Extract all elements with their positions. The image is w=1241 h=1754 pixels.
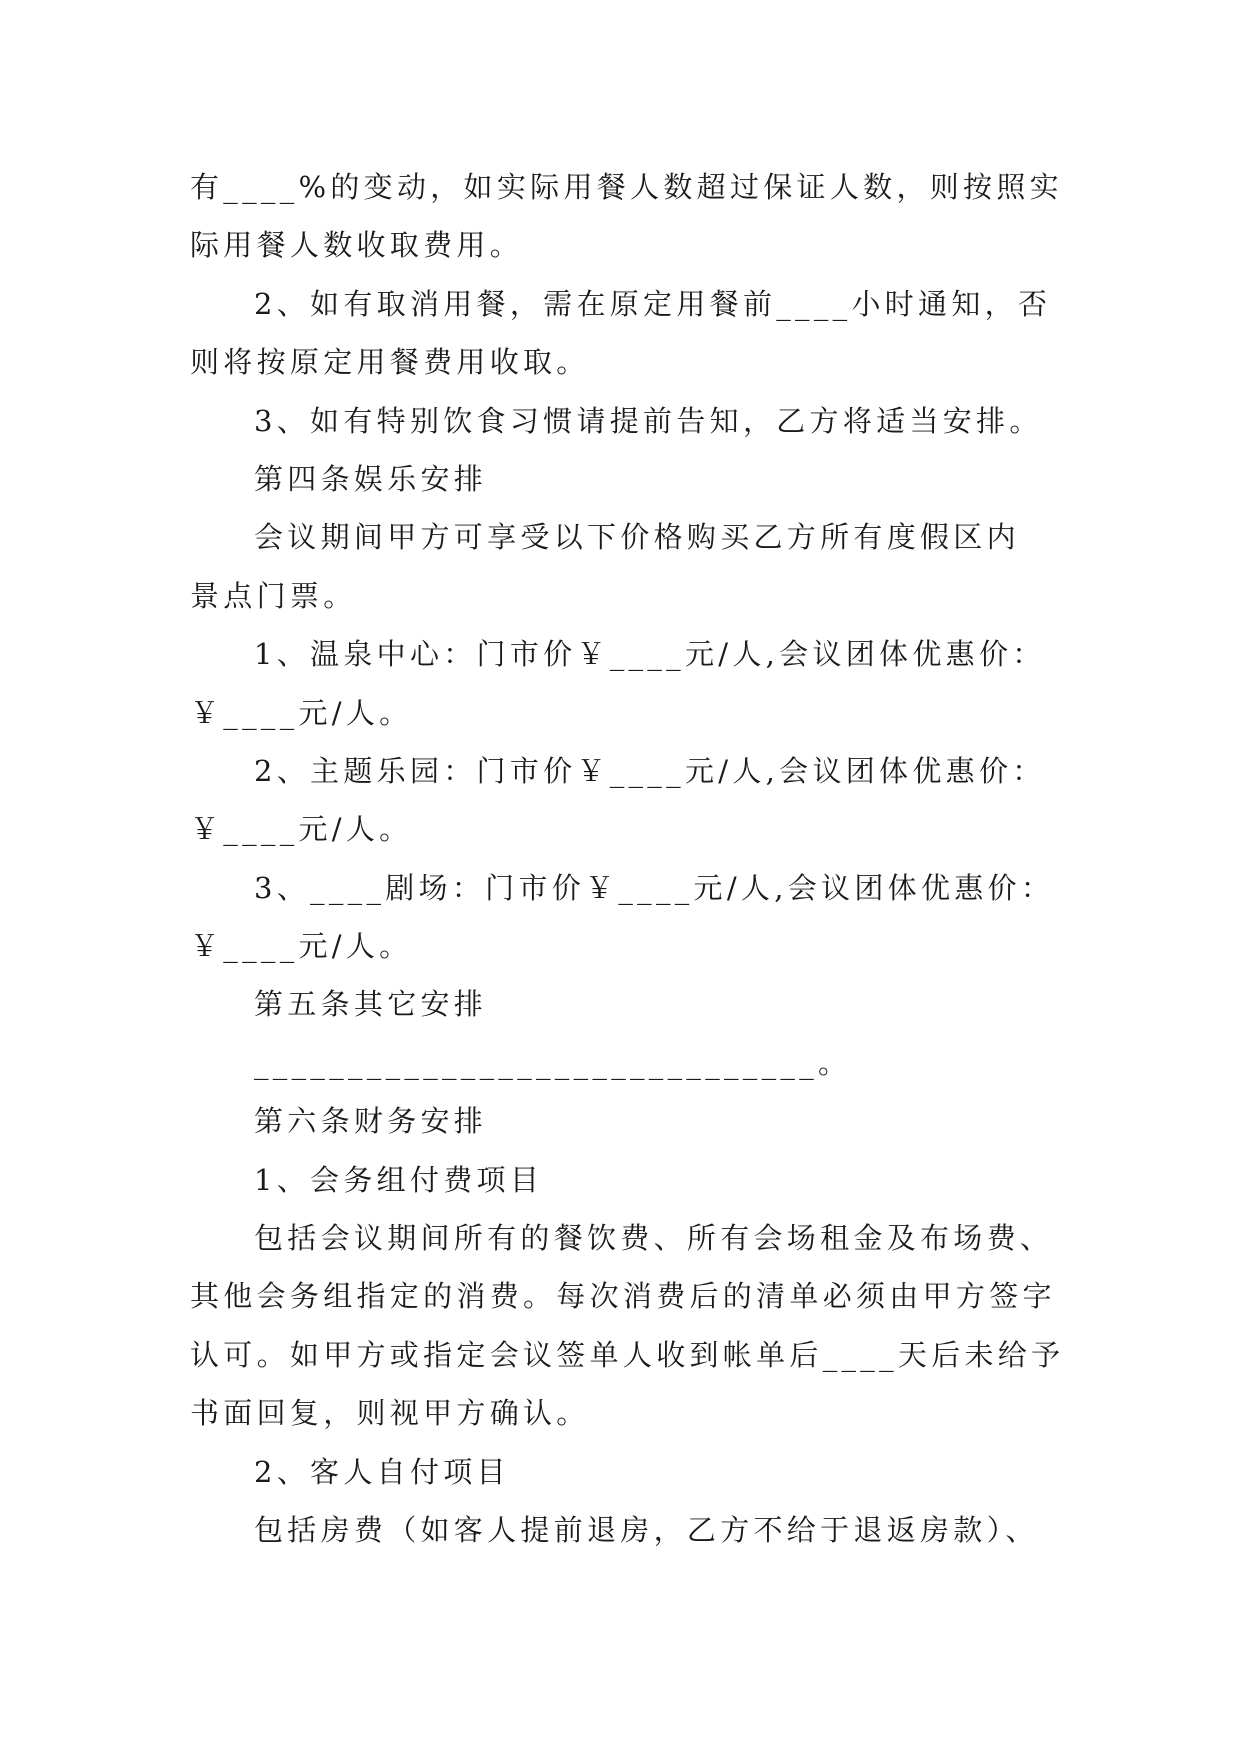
paragraph-line: 会议期间甲方可享受以下价格购买乙方所有度假区内 [254,520,1020,555]
paragraph-line: 包括房费（如客人提前退房，乙方不给于退返房款）、 [254,1512,1039,1547]
paragraph-line: 包括会议期间所有的餐饮费、所有会场租金及布场费、 [254,1221,1054,1256]
paragraph-line: ￥____元/人。 [190,695,413,730]
paragraph-line: ￥____元/人。 [190,929,413,964]
paragraph-line: 3、如有特别饮食习惯请提前告知，乙方将适当安排。 [254,403,1043,438]
section-heading: 第四条娱乐安排 [254,461,488,496]
paragraph-line: 1、会务组付费项目 [254,1162,544,1197]
paragraph-line: 有____%的变动，如实际用餐人数超过保证人数，则按照实 [190,170,1063,204]
section-heading: 第五条其它安排 [254,987,488,1022]
paragraph-line: 2、如有取消用餐，需在原定用餐前____小时通知，否 [254,286,1052,321]
section-heading: 第六条财务安排 [254,1104,488,1139]
paragraph-line: 际用餐人数收取费用。 [190,228,524,263]
paragraph-line: 景点门票。 [190,578,357,613]
paragraph-line: 认可。如甲方或指定会议签单人收到帐单后____天后未给予 [190,1337,1065,1372]
paragraph-line: 1、温泉中心：门市价￥____元/人,会议团体优惠价： [254,637,1046,672]
paragraph-line: 书面回复，则视甲方确认。 [190,1396,590,1431]
document-body [190,158,1065,1559]
paragraph-line: 其他会务组指定的消费。每次消费后的清单必须由甲方签字 [190,1279,1056,1314]
paragraph-line: 2、客人自付项目 [254,1454,510,1489]
paragraph-line: 3、____剧场：门市价￥____元/人,会议团体优惠价： [254,870,1055,905]
paragraph-line: ￥____元/人。 [190,812,413,847]
paragraph-line: 则将按原定用餐费用收取。 [190,345,590,380]
paragraph-line: 2、主题乐园：门市价￥____元/人,会议团体优惠价： [254,753,1046,788]
blank-fill-line: ______________________________。 [254,1045,852,1080]
